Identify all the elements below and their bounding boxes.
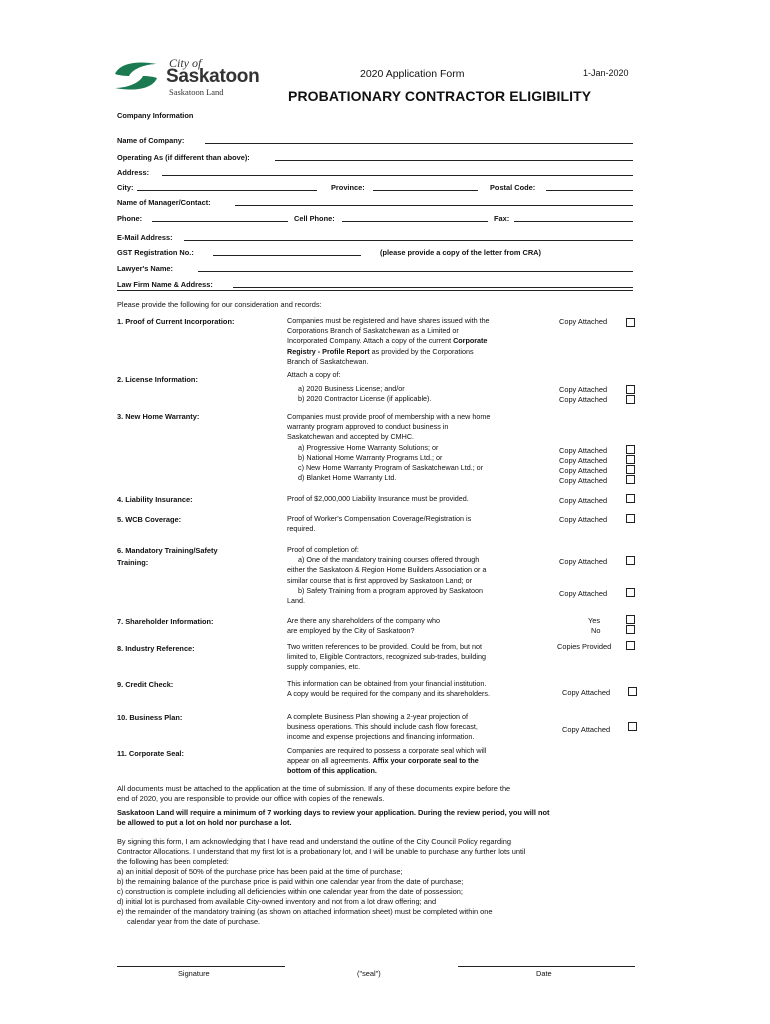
email-field[interactable] bbox=[184, 240, 633, 241]
logo-city-of: City of bbox=[169, 56, 202, 70]
signature-line[interactable] bbox=[117, 966, 285, 967]
company-section-title: Company Information bbox=[117, 111, 194, 120]
postal-code-field[interactable] bbox=[546, 190, 633, 191]
item-10-description: A complete Business Plan showing a 2-year projection of business operations. This should include cash flow forecast, income and expense projections and financing information. bbox=[287, 712, 478, 742]
item-7-yes-checkbox[interactable] bbox=[626, 615, 635, 624]
law-firm-field-2[interactable] bbox=[117, 290, 633, 291]
form-date: 1-Jan-2020 bbox=[583, 68, 629, 78]
item-4-label: 4. Liability Insurance: bbox=[117, 495, 193, 504]
city-field[interactable] bbox=[137, 190, 317, 191]
item-1-copy-attached: Copy Attached bbox=[559, 317, 608, 326]
item-3b-copy-attached: Copy Attached bbox=[559, 456, 608, 465]
gst-note: (please provide a copy of the letter from CRA) bbox=[380, 248, 541, 257]
item-3a-copy-attached: Copy Attached bbox=[559, 446, 608, 455]
item-2b-checkbox[interactable] bbox=[626, 395, 635, 404]
item-7-no-label: No bbox=[591, 626, 601, 635]
item-5-copy-attached: Copy Attached bbox=[559, 515, 608, 524]
fax-field[interactable] bbox=[514, 221, 633, 222]
item-8-checkbox[interactable] bbox=[626, 641, 635, 650]
review-period-note: Saskatoon Land will require a minimum of 7 working days to review your application. During the review period, you will not be allowed to put a lot on hold nor purchase a lot. bbox=[117, 808, 550, 827]
phone-field[interactable] bbox=[152, 221, 288, 222]
item-7-no-checkbox[interactable] bbox=[626, 625, 635, 634]
item-3c-copy-attached: Copy Attached bbox=[559, 466, 608, 475]
operating-as-field[interactable] bbox=[275, 160, 633, 161]
company-name-label: Name of Company: bbox=[117, 136, 185, 145]
seal-label: ("seal") bbox=[357, 969, 381, 978]
saskatoon-swoosh-icon bbox=[113, 60, 159, 92]
item-5-checkbox[interactable] bbox=[626, 514, 635, 523]
address-field[interactable] bbox=[162, 175, 633, 176]
item-5-description: Proof of Worker's Compensation Coverage/Registration is required. bbox=[287, 514, 472, 534]
lawyer-field[interactable] bbox=[198, 271, 633, 272]
item-5-label: 5. WCB Coverage: bbox=[117, 515, 182, 524]
item-3d-checkbox[interactable] bbox=[626, 475, 635, 484]
item-6a-checkbox[interactable] bbox=[626, 556, 635, 565]
item-7-description: Are there any shareholders of the company who are employed by the City of Saskatoon? bbox=[287, 616, 441, 636]
signature-label: Signature bbox=[178, 969, 210, 978]
item-3-label: 3. New Home Warranty: bbox=[117, 412, 200, 421]
item-9-copy-attached: Copy Attached bbox=[562, 688, 611, 697]
item-11-label: 11. Corporate Seal: bbox=[117, 749, 184, 758]
law-firm-label: Law Firm Name & Address: bbox=[117, 280, 213, 289]
item-2a-copy-attached: Copy Attached bbox=[559, 385, 608, 394]
item-8-copies-provided: Copies Provided bbox=[557, 642, 612, 651]
item-2-description: Attach a copy of: a) 2020 Business License; and/or b) 2020 Contractor License (if applicable). bbox=[287, 370, 432, 404]
item-2-label: 2. License Information: bbox=[117, 375, 198, 384]
logo-saskatoon-land: Saskatoon Land bbox=[169, 87, 224, 97]
item-1-checkbox[interactable] bbox=[626, 318, 635, 327]
intro-text: Please provide the following for our consideration and records: bbox=[117, 300, 322, 309]
item-1-description: Companies must be registered and have shares issued with the Corporations Branch of Saskatchewan as a Limited or Incorporated Company. Attach a copy of the current Corporate Registry - Profile Report as provided by the Corporations Branch of Saskatchewan. bbox=[287, 316, 490, 366]
item-3a-checkbox[interactable] bbox=[626, 445, 635, 454]
operating-as-label: Operating As (if different than above): bbox=[117, 153, 250, 162]
item-8-description: Two written references to be provided. Could be from, but not limited to, Eligible Contractors, recognized sub-trades, building supply companies, etc. bbox=[287, 642, 486, 672]
email-label: E-Mail Address: bbox=[117, 233, 173, 242]
item-10-copy-attached: Copy Attached bbox=[562, 725, 611, 734]
province-field[interactable] bbox=[373, 190, 478, 191]
item-6a-copy-attached: Copy Attached bbox=[559, 557, 608, 566]
cell-phone-field[interactable] bbox=[342, 221, 488, 222]
item-6-label: 6. Mandatory Training/Safety Training: bbox=[117, 546, 218, 567]
fax-label: Fax: bbox=[494, 214, 510, 223]
manager-label: Name of Manager/Contact: bbox=[117, 198, 211, 207]
item-10-checkbox[interactable] bbox=[628, 722, 637, 731]
address-label: Address: bbox=[117, 168, 150, 177]
cell-phone-label: Cell Phone: bbox=[294, 214, 335, 223]
item-6b-checkbox[interactable] bbox=[626, 588, 635, 597]
item-7-label: 7. Shareholder Information: bbox=[117, 617, 214, 626]
item-3c-checkbox[interactable] bbox=[626, 465, 635, 474]
item-4-checkbox[interactable] bbox=[626, 494, 635, 503]
item-2a-checkbox[interactable] bbox=[626, 385, 635, 394]
item-6b-copy-attached: Copy Attached bbox=[559, 589, 608, 598]
item-9-checkbox[interactable] bbox=[628, 687, 637, 696]
form-title: 2020 Application Form bbox=[360, 68, 465, 80]
item-1-label: 1. Proof of Current Incorporation: bbox=[117, 317, 235, 326]
province-label: Province: bbox=[331, 183, 365, 192]
item-11-description: Companies are required to possess a corporate seal which will appear on all agreements. Affix your corporate seal to the bottom of this application. bbox=[287, 746, 487, 776]
item-2b-copy-attached: Copy Attached bbox=[559, 395, 608, 404]
acknowledgement-text: By signing this form, I am acknowledging that I have read and understand the outline of the City Council Policy regarding Contractor Allocations. I understand that my first lot is a probationary lot, and I will be unable to purchase any further lots until the following has been completed: a) an initial deposit of 50% of the purchase price has been paid at the time of purchase; b) the remaining balance of the purchase price is paid within one calendar year from the date of purchase; c) construction is complete including all deficiencies within one calendar year from the date of possession; d) initial lot is purchased from available City-owned inventory and not from a lot draw offering; and e) the remainder of the mandatory training (as shown on attached information sheet) must be completed within one calendar year from the date of purchase. bbox=[117, 837, 526, 926]
manager-field[interactable] bbox=[235, 205, 633, 206]
item-3d-copy-attached: Copy Attached bbox=[559, 476, 608, 485]
item-4-description: Proof of $2,000,000 Liability Insurance must be provided. bbox=[287, 494, 469, 503]
documents-note: All documents must be attached to the application at the time of submission. If any of these documents expire before the end of 2020, you are responsible to provide our office with copies of the renewals. bbox=[117, 784, 511, 803]
city-label: City: bbox=[117, 183, 134, 192]
logo-saskatoon: Saskatoon bbox=[166, 66, 260, 87]
company-name-field[interactable] bbox=[205, 143, 633, 144]
item-9-label: 9. Credit Check: bbox=[117, 680, 174, 689]
item-10-label: 10. Business Plan: bbox=[117, 713, 183, 722]
item-4-copy-attached: Copy Attached bbox=[559, 496, 608, 505]
item-7-yes-label: Yes bbox=[588, 616, 601, 625]
gst-field[interactable] bbox=[213, 255, 361, 256]
item-6-description: Proof of completion of: a) One of the mandatory training courses offered through either the Saskatoon & Region Home Builders Association or a similar course that is first approved by Saskatoon Land; or b) Safety Training from a program approved by Saskatoon Land. bbox=[287, 545, 487, 606]
date-label: Date bbox=[536, 969, 552, 978]
phone-label: Phone: bbox=[117, 214, 143, 223]
law-firm-field[interactable] bbox=[233, 287, 633, 288]
gst-label: GST Registration No.: bbox=[117, 248, 194, 257]
item-8-label: 8. Industry Reference: bbox=[117, 644, 195, 653]
page-title: PROBATIONARY CONTRACTOR ELIGIBILITY bbox=[288, 88, 592, 104]
date-line[interactable] bbox=[458, 966, 635, 967]
city-logo bbox=[113, 56, 273, 100]
postal-code-label: Postal Code: bbox=[490, 183, 536, 192]
lawyer-label: Lawyer's Name: bbox=[117, 264, 173, 273]
item-9-description: This information can be obtained from your financial institution. A copy would be required for the company and its shareholders. bbox=[287, 679, 490, 699]
item-3-description: Companies must provide proof of membership with a new home warranty program approved to conduct business in Saskatchewan and accepted by CMHC. a) Progressive Home Warranty Solutions; or b) National Home Warranty Programs Ltd.; or c) New Home Warranty Program of Saskatchewan Ltd.; or d) Blanket Home Warranty Ltd. bbox=[287, 412, 491, 483]
item-3b-checkbox[interactable] bbox=[626, 455, 635, 464]
